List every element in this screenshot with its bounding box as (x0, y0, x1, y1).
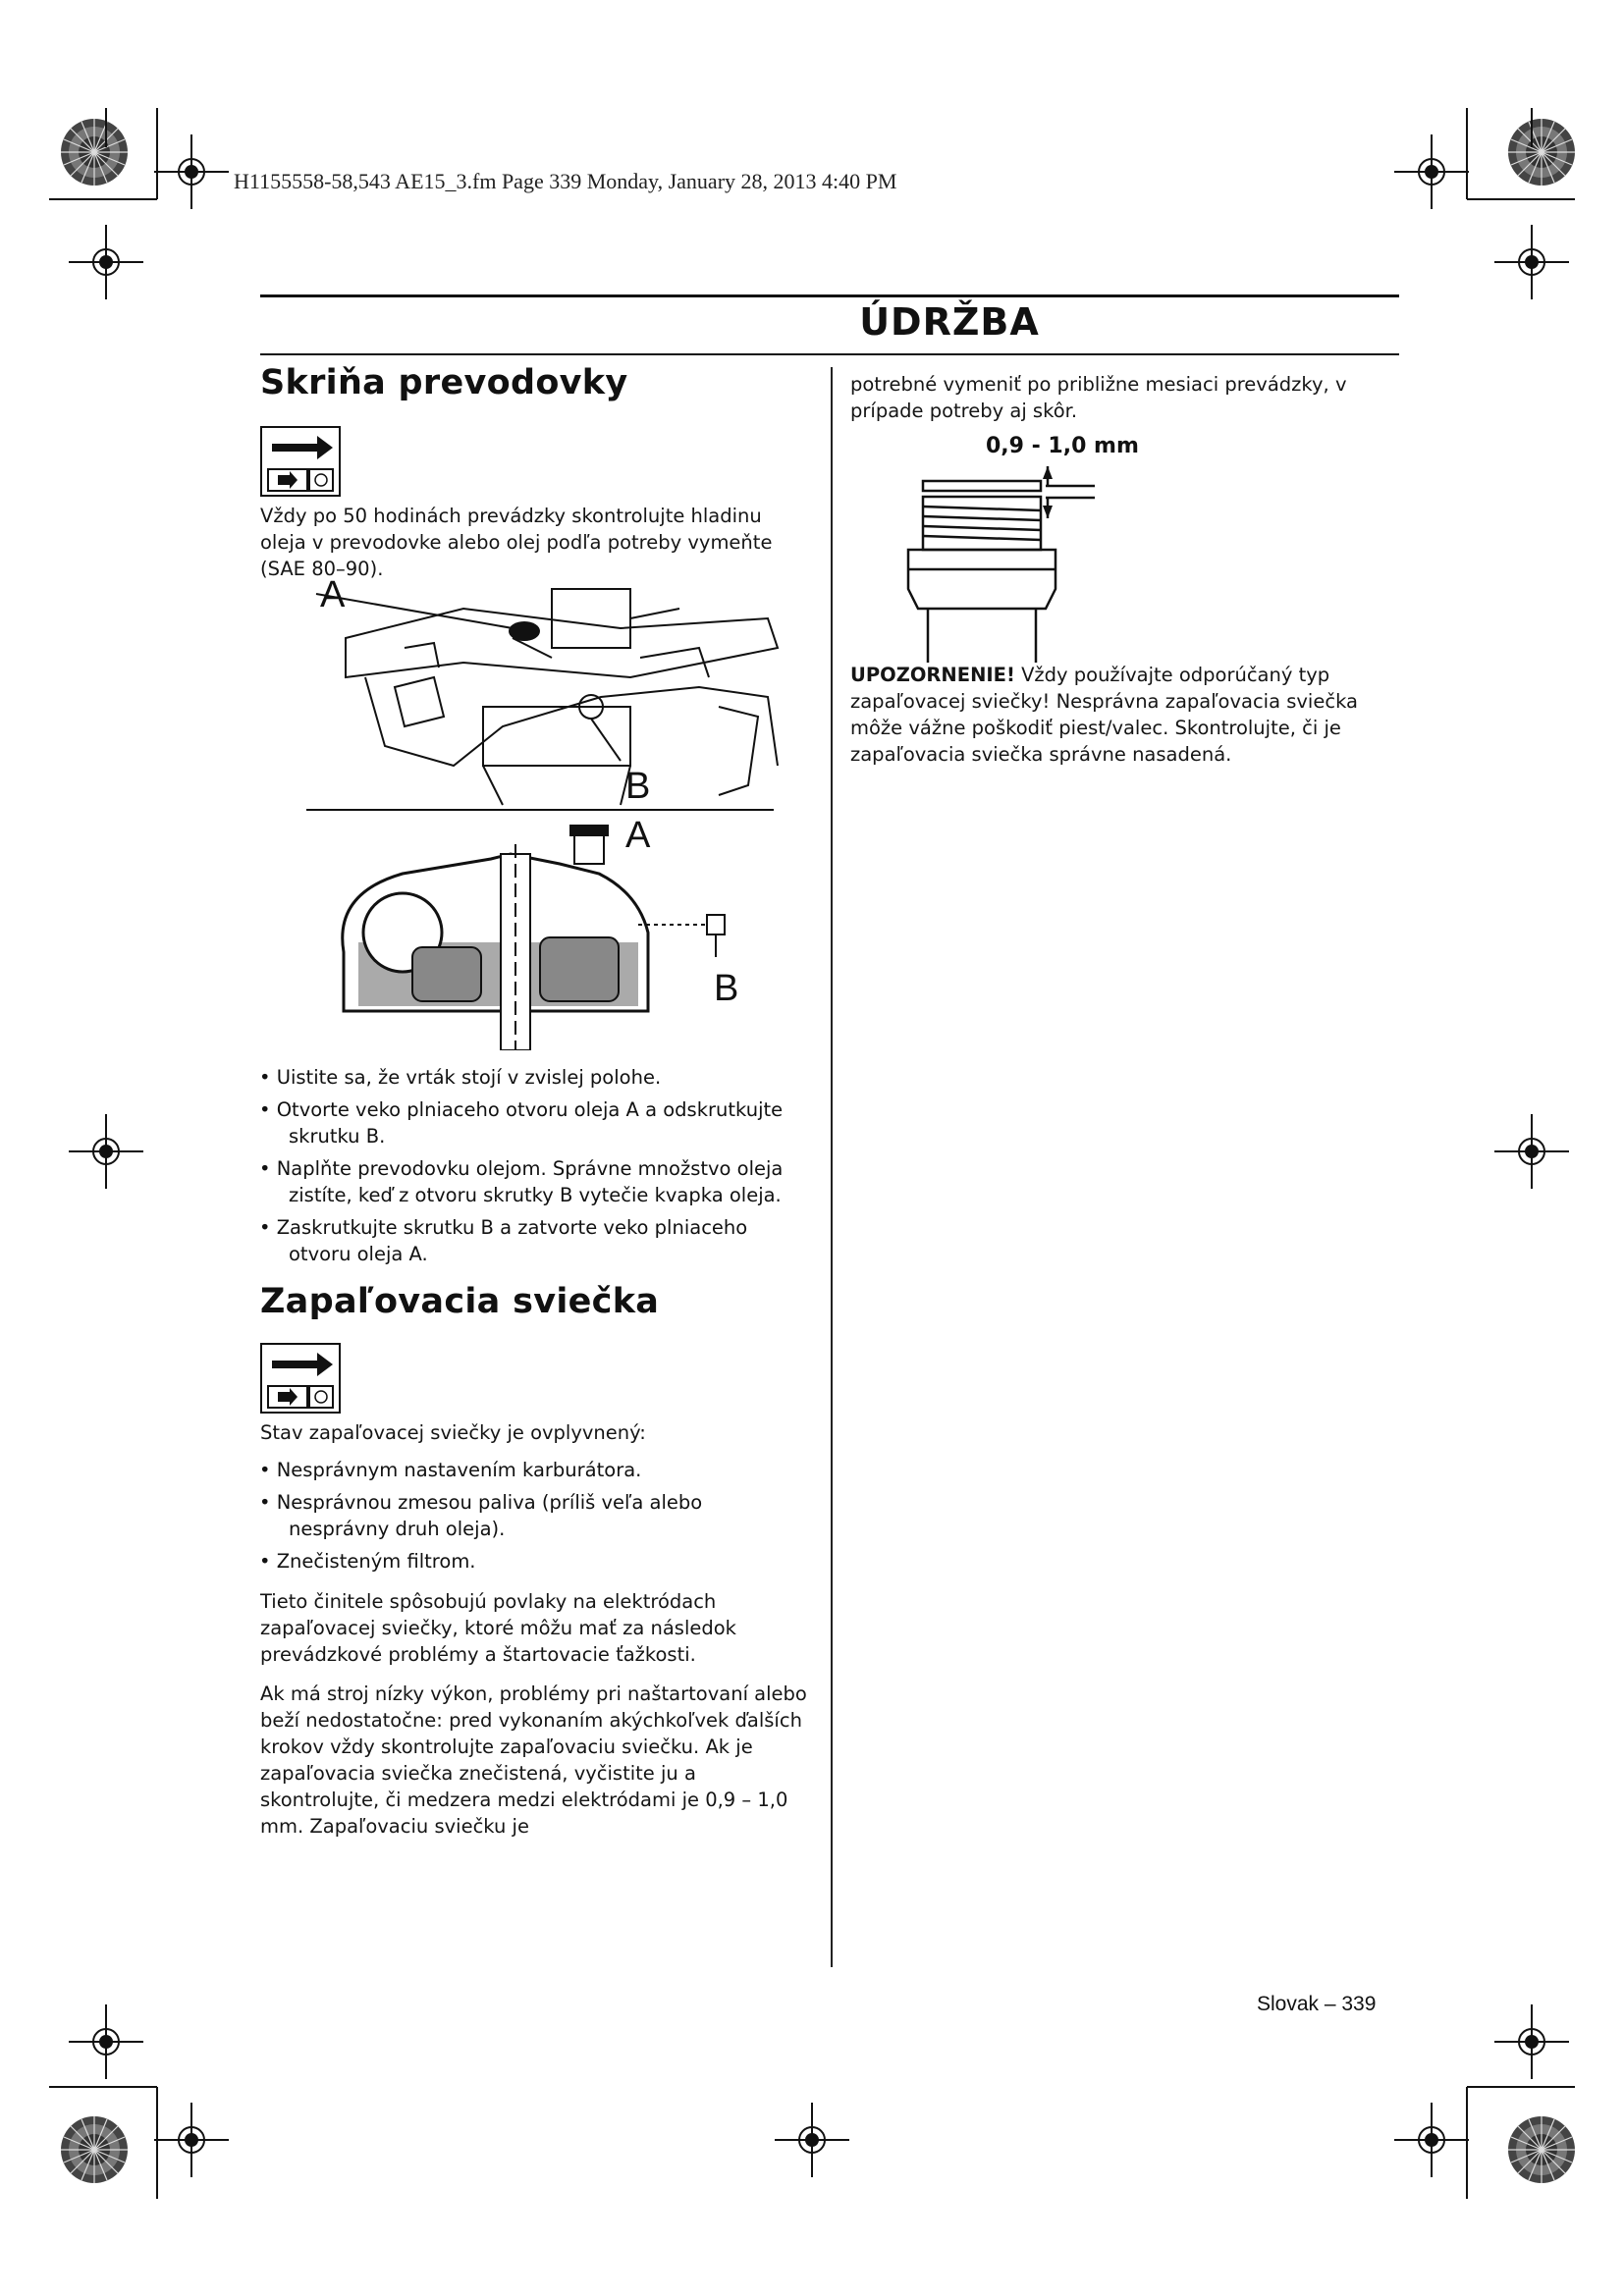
warning-label: UPOZORNENIE! (850, 664, 1015, 686)
warning-text (850, 662, 1400, 768)
section-title: ÚDRŽBA (859, 300, 1040, 344)
spark-para-2: Ak má stroj nízky výkon, problémy pri naštartovaní alebo beží nedostatočne: pred vykonaním akýchkoľvek ďalších krokov vždy skontrolujte zapaľovaciu sviečku. Ak je zapaľovacia sviečka znečistená, vyčistite ju a skontrolujte, či medzera medzi elektródami je 0,9 – 1,0 mm. Zapaľovaciu sviečku je (260, 1682, 807, 1838)
spark-cause: • Nesprávnym nastavením karburátora. (245, 1457, 805, 1483)
spark-causes-list (245, 1457, 805, 1580)
spark-intro-text: Stav zapaľovacej sviečky je ovplyvnený: (260, 1421, 646, 1444)
warning-body: Vždy používajte odporúčaný typ zapaľovacej sviečky! Nesprávna zapaľovacia sviečka môže vážne poškodiť piest/valec. Skontrolujte, či je zapaľovacia sviečka správne nasadená. (850, 664, 1358, 766)
spark-plug-heading: Zapaľovacia sviečka (260, 1282, 660, 1321)
maintenance-arrow-icon (260, 426, 341, 497)
gearbox-steps-list (245, 1064, 805, 1273)
starburst-icon-tr (1508, 119, 1575, 186)
gearbox-heading: Skriňa prevodovky (260, 363, 628, 402)
gearbox-step: • Zaskrutkujte skrutku B a zatvorte veko plniaceho otvoru oleja A. (245, 1214, 805, 1267)
figure-divider (306, 809, 774, 811)
gearbox-step: • Naplňte prevodovku olejom. Správne množstvo oleja zistíte, keď z otvoru skrutky B vytečie kvapka oleja. (245, 1155, 805, 1208)
column-divider (831, 367, 833, 1967)
label-b-top: B (625, 766, 651, 807)
starburst-icon-bl (61, 2116, 128, 2183)
gearbox-diagram-bottom (314, 815, 746, 1050)
spark-cause: • Nesprávnou zmesou paliva (príliš veľa alebo nesprávny druh oleja). (245, 1489, 805, 1542)
spark-plug-icon (884, 461, 1110, 667)
spark-para-1: Tieto činitele spôsobujú povlaky na elektródach zapaľovacej sviečky, ktoré môžu mať za následok prevádzkové problémy a štartovacie ťažkosti. (260, 1590, 736, 1666)
maintenance-arrow-icon-2 (260, 1343, 341, 1414)
gearbox-step: • Otvorte veko plniaceho otvoru oleja A a odskrutkujte skrutku B. (245, 1096, 805, 1149)
page-footer: Slovak – 339 (1257, 1993, 1377, 2015)
label-a-top: A (320, 574, 346, 615)
spark-cause: • Znečisteným filtrom. (245, 1548, 805, 1575)
title-rule-bottom (260, 353, 1399, 355)
title-rule-top (260, 294, 1399, 297)
starburst-icon-tl (61, 119, 128, 186)
gearbox-step: • Uistite sa, že vrták stojí v zvislej polohe. (245, 1064, 805, 1091)
starburst-icon-br (1508, 2116, 1575, 2183)
gap-label: 0,9 - 1,0 mm (986, 434, 1139, 458)
continuation-text: potrebné vymeniť po približne mesiaci prevádzky, v prípade potreby aj skôr. (850, 373, 1347, 422)
gearbox-intro-text: Vždy po 50 hodinách prevádzky skontrolujte hladinu oleja v prevodovke alebo olej podľa potreby vymeňte (SAE 80–90). (260, 505, 773, 580)
label-b-bottom: B (714, 968, 739, 1009)
file-header-line: H1155558-58,543 AE15_3.fm Page 339 Monday, January 28, 2013 4:40 PM (234, 169, 897, 193)
label-a-bottom: A (625, 815, 651, 856)
gearbox-diagram-top (306, 569, 797, 815)
